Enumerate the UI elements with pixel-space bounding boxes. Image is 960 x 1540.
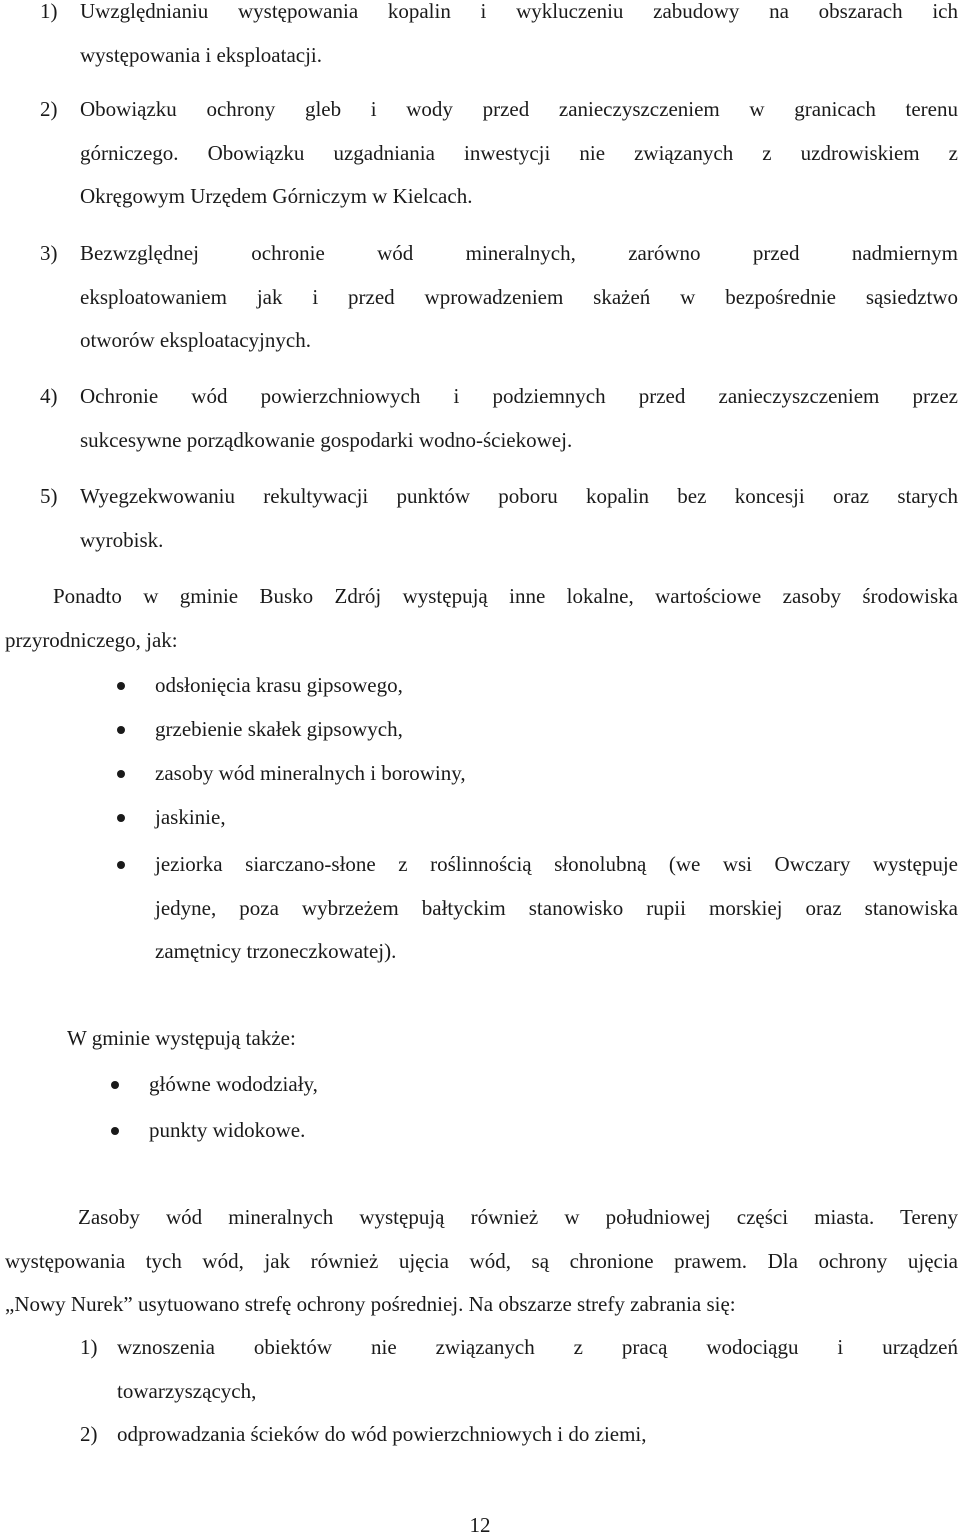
list-number: 1) — [80, 1335, 98, 1359]
list-item-text: wznoszenia obiektów nie związanych z pracą wodociągu i urządzeń — [117, 1335, 958, 1359]
list-item-text: Okręgowym Urzędem Górniczym w Kielcach. — [80, 184, 473, 208]
list-item-text: Ochronie wód powierzchniowych i podziemnych przed zanieczyszczeniem przez — [80, 384, 958, 408]
paragraph-resources — [5, 575, 958, 662]
list-item-text: odsłonięcia krasu gipsowego, — [155, 673, 403, 697]
list-item-text: Wyegzekwowaniu rekultywacji punktów poboru kopalin bez koncesji oraz starych — [80, 484, 958, 508]
list-item-text: Uwzględnianiu występowania kopalin i wykluczeniu zabudowy na obszarach ich — [80, 0, 958, 23]
list-item-text: punkty widokowe. — [149, 1118, 306, 1142]
bullet-icon — [117, 682, 125, 690]
bullet-icon — [117, 814, 125, 822]
list-item-text: jedyne, poza wybrzeżem bałtyckim stanowisko rupii morskiej oraz stanowiska — [155, 895, 958, 920]
paragraph-line: przyrodniczego, jak: — [5, 627, 178, 652]
list-item-text: towarzyszących, — [117, 1378, 257, 1403]
list-item-text: sukcesywne porządkowanie gospodarki wodno-ściekowej. — [80, 427, 573, 452]
bullet-icon — [117, 770, 125, 778]
list-item-text: zasoby wód mineralnych i borowiny, — [155, 761, 466, 785]
paragraph-also — [67, 1017, 958, 1061]
list-number: 3) — [40, 241, 58, 265]
list-number: 4) — [40, 384, 58, 408]
list-item-text: wyrobisk. — [80, 527, 164, 552]
list-number: 2) — [40, 97, 58, 121]
list-item-text: odprowadzania ścieków do wód powierzchniowych i do ziemi, — [117, 1422, 647, 1446]
bullet-icon — [117, 861, 125, 869]
list-item-text: grzebienie skałek gipsowych, — [155, 717, 403, 741]
bullet-icon — [111, 1127, 119, 1135]
list-number: 2) — [80, 1422, 98, 1446]
list-item-text: górniczego. Obowiązku uzgadniania inwestycji nie związanych z uzdrowiskiem z — [80, 140, 958, 165]
list-item-text: eksploatowaniem jak i przed wprowadzeniem skażeń w bezpośrednie sąsiedztwo — [80, 284, 958, 309]
list-item-text: zamętnicy trzoneczkowatej). — [155, 939, 397, 963]
list-item-text: Obowiązku ochrony gleb i wody przed zanieczyszczeniem w granicach terenu — [80, 97, 958, 121]
list-item-text: jaskinie, — [155, 805, 226, 829]
paragraph-line: „Nowy Nurek” usytuowano strefę ochrony pośredniej. Na obszarze strefy zabrania się: — [5, 1292, 736, 1316]
paragraph-line: W gminie występują także: — [67, 1026, 296, 1050]
list-item-text: jeziorka siarczano-słone z roślinnością słonolubną (we wsi Owczary występuje — [155, 852, 958, 876]
list-number: 5) — [40, 484, 58, 508]
bullet-icon — [111, 1081, 119, 1089]
bullet-icon — [117, 726, 125, 734]
paragraph-line: Ponadto w gminie Busko Zdrój występują inne lokalne, wartościowe zasoby środowiska — [53, 584, 958, 608]
paragraph-line: Zasoby wód mineralnych występują również w południowej części miasta. Tereny — [78, 1205, 958, 1229]
list-item-text: otworów eksploatacyjnych. — [80, 328, 311, 352]
paragraph-line: występowania tych wód, jak również ujęcia wód, są chronione prawem. Dla ochrony ujęcia — [5, 1248, 958, 1273]
list-number: 1) — [40, 0, 58, 23]
list-item-text: występowania i eksploatacji. — [80, 42, 323, 67]
page-number: 12 — [469, 1513, 491, 1537]
list-item-text: główne wododziały, — [149, 1072, 318, 1096]
list-item-text: Bezwzględnej ochronie wód mineralnych, zarówno przed nadmiernym — [80, 241, 958, 265]
paragraph-mineral — [5, 1196, 958, 1327]
